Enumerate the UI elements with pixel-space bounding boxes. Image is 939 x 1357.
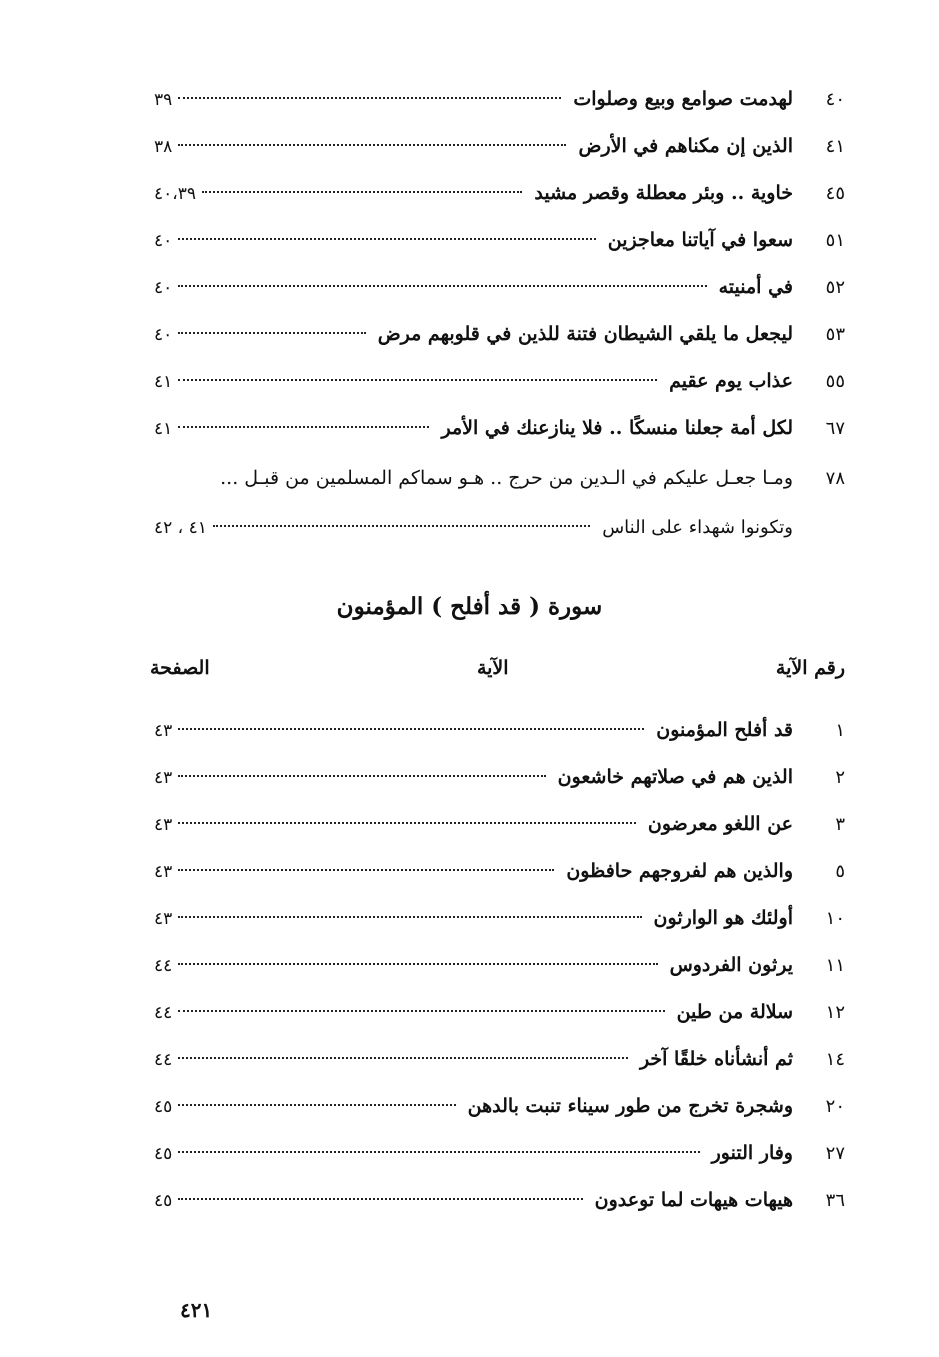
verse-number: ٥ (835, 861, 845, 882)
index-row (150, 707, 845, 754)
index-row (150, 123, 845, 170)
page-reference: ٤٣ (154, 815, 173, 835)
verse-number: ٢ (835, 767, 845, 788)
index-row (150, 1083, 845, 1130)
index-row (150, 754, 845, 801)
verse-text: لهدمت صوامع وبيع وصلوات (573, 88, 793, 110)
index-row (150, 801, 845, 848)
verse-number: ٢٧ (825, 1143, 845, 1164)
index-row (150, 1036, 845, 1083)
verse-text: لكل أمة جعلنا منسكًا .. فلا ينازعنك في الأمر (441, 417, 793, 439)
verse-text: سلالة من طين (676, 1001, 793, 1023)
page-reference: ٤٠،٣٩ (154, 184, 197, 204)
leader-dots (202, 191, 522, 193)
page-reference: ٤٣ (154, 909, 173, 929)
page-reference: ٣٩ (154, 90, 173, 110)
leader-dots (178, 728, 644, 730)
verse-number: ٤١ (825, 136, 845, 157)
index-row (150, 358, 845, 405)
verse-number: ٥٢ (825, 277, 845, 298)
index-row (150, 76, 845, 123)
page-reference: ٤٥ (154, 1097, 173, 1117)
leader-dots (178, 1104, 455, 1106)
verse-text: والذين هم لفروجهم حافظون (566, 860, 793, 882)
section-title: سورة ( قد أفلح ) المؤمنون (336, 593, 603, 620)
leader-dots (213, 525, 590, 527)
page-reference: ٤٥ (154, 1191, 173, 1211)
verse-text: ليجعل ما يلقي الشيطان فتنة للذين في قلوبهم مرض (377, 323, 793, 345)
verse-text: وشجرة تخرج من طور سيناء تنبت بالدهن (467, 1095, 793, 1117)
index-row (150, 405, 845, 452)
header-verse-number: رقم الآية (775, 657, 845, 679)
leader-dots (178, 822, 636, 824)
verse-number: ٥٥ (825, 371, 845, 392)
verse-text: الذين هم في صلاتهم خاشعون (557, 766, 793, 788)
leader-dots (178, 97, 561, 99)
leader-dots (178, 1151, 699, 1153)
verse-text: أولئك هو الوارثون (653, 907, 793, 929)
index-row (150, 895, 845, 942)
verse-text-line1: ومـا جعـل عليكم في الـدين من حرج .. هـو سماكم المسلمين من قبـل ... (220, 467, 793, 489)
verse-number: ٢٠ (825, 1096, 845, 1117)
index-row (150, 989, 845, 1036)
verse-number: ٧٨ (825, 468, 845, 489)
page-number: ٤٢١ (180, 1298, 213, 1322)
index-row (150, 848, 845, 895)
page-reference: ٤١ ، ٤٢ (154, 518, 207, 538)
index-row (150, 1130, 845, 1177)
page-reference: ٤٣ (154, 721, 173, 741)
header-page: الصفحة (150, 657, 210, 679)
page-reference: ٤٣ (154, 862, 173, 882)
index-row-continuation (150, 504, 845, 551)
leader-dots (178, 1010, 664, 1012)
verse-text-line2: وتكونوا شهداء على الناس (602, 517, 793, 538)
leader-dots (178, 775, 545, 777)
page-reference: ٤٥ (154, 1144, 173, 1164)
verse-text: يرثون الفردوس (669, 954, 793, 976)
verse-text: في أمنيته (718, 276, 793, 298)
verse-text: عذاب يوم عقيم (669, 370, 793, 392)
verse-text: ثم أنشأناه خلقًا آخر (639, 1048, 793, 1070)
index-list-top (150, 76, 845, 452)
column-headers (150, 657, 845, 679)
leader-dots (178, 332, 365, 334)
verse-number: ١ (835, 720, 845, 741)
page-reference: ٤٤ (154, 1050, 173, 1070)
index-row (150, 217, 845, 264)
index-row (150, 264, 845, 311)
page-reference: ٤١ (154, 372, 173, 392)
verse-text: عن اللغو معرضون (647, 813, 793, 835)
leader-dots (178, 426, 429, 428)
leader-dots (178, 869, 554, 871)
verse-number: ٣٦ (825, 1190, 845, 1211)
leader-dots (178, 963, 657, 965)
verse-number: ١٢ (825, 1002, 845, 1023)
page-reference: ٤٤ (154, 1003, 173, 1023)
index-row (150, 311, 845, 358)
verse-number: ٣ (835, 814, 845, 835)
index-row (150, 170, 845, 217)
verse-text: هيهات هيهات لما توعدون (594, 1189, 793, 1211)
verse-number: ١٤ (825, 1049, 845, 1070)
index-list-bottom (150, 707, 845, 1224)
index-block-bottom (150, 707, 845, 1224)
page-reference: ٤٠ (154, 231, 173, 251)
page-reference: ٣٨ (154, 137, 173, 157)
verse-text: قد أفلح المؤمنون (656, 719, 793, 741)
index-row (150, 942, 845, 989)
leader-dots (178, 1198, 582, 1200)
verse-text: خاوية .. وبئر معطلة وقصر مشيد (534, 182, 793, 204)
header-verse: الآية (476, 657, 509, 679)
verse-number: ١٠ (825, 908, 845, 929)
verse-number: ٤٠ (825, 89, 845, 110)
leader-dots (178, 379, 657, 381)
page-reference: ٤٠ (154, 325, 173, 345)
leader-dots (178, 238, 596, 240)
verse-number: ٤٥ (825, 183, 845, 204)
index-block-top (150, 76, 845, 551)
verse-number: ٥٣ (825, 324, 845, 345)
verse-text: الذين إن مكناهم في الأرض (578, 135, 793, 157)
index-row-multiline (150, 452, 845, 504)
leader-dots (178, 1057, 628, 1059)
page-reference: ٤١ (154, 419, 173, 439)
leader-dots (178, 144, 566, 146)
page-reference: ٤٣ (154, 768, 173, 788)
leader-dots (178, 285, 706, 287)
verse-number: ٥١ (825, 230, 845, 251)
index-row (150, 1177, 845, 1224)
page-reference: ٤٠ (154, 278, 173, 298)
page-reference: ٤٤ (154, 956, 173, 976)
verse-text: سعوا في آياتنا معاجزين (607, 229, 793, 251)
verse-number: ٦٧ (825, 418, 845, 439)
leader-dots (178, 916, 641, 918)
verse-text: وفار التنور (711, 1142, 793, 1164)
verse-number: ١١ (825, 955, 845, 976)
